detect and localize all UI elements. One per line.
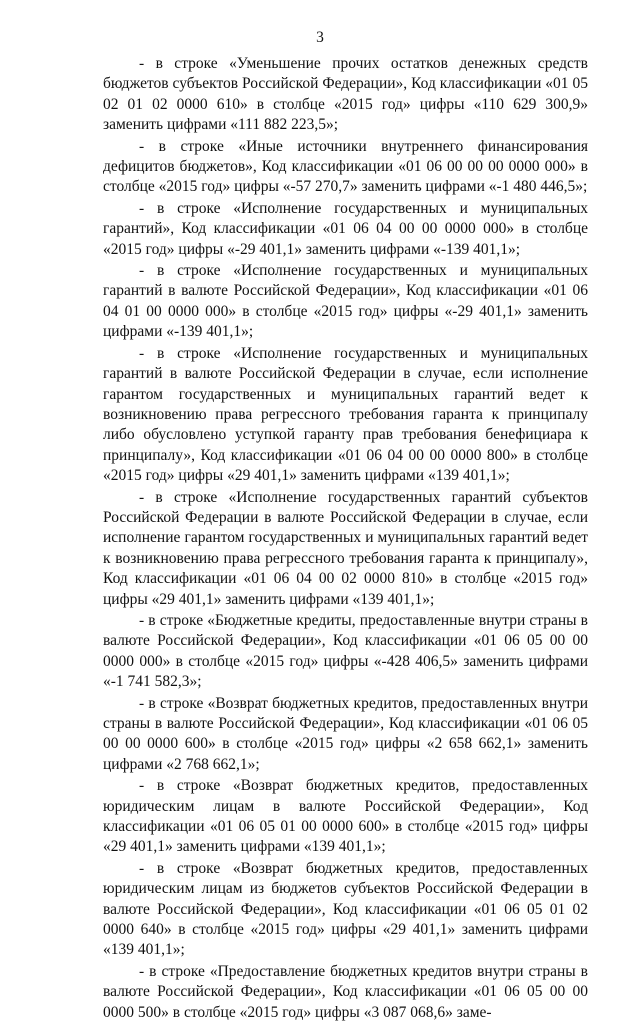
amendment-paragraph: - в строке «Возврат бюджетных кредитов, предоставленных юридическим лицам из бюджетов субъектов Российской Федерации в валюте Российской Федерации», Код классификации «01 06 05 01 02 0000 640» в столбце «2015 год» цифры «29 401,1» заменить цифрами «139 401,1»; bbox=[103, 859, 588, 959]
page-number: 3 bbox=[316, 29, 324, 46]
amendment-paragraph: - в строке «Исполнение государственных гарантий субъектов Российской Федерации в валюте Российской Федерации в случае, если исполнение гарантом государственных и муниципальных гарантий ведет к возникновению права регрессного требования гаранта к принципалу», Код классификации «01 06 04 00 02 0000 810» в столбце «2015 год» цифры «29 401,1» заменить цифрами «139 401,1»; bbox=[103, 488, 588, 608]
amendment-paragraph: - в строке «Исполнение государственных и муниципальных гарантий», Код классификации «01 06 04 00 00 0000 000» в столбце «2015 год» цифры «-29 401,1» заменить цифрами «-139 401,1»; bbox=[103, 199, 588, 258]
amendment-paragraph: - в строке «Иные источники внутреннего финансирования дефицитов бюджетов», Код классификации «01 06 00 00 00 0000 000» в столбце «2015 год» цифры «-57 270,7» заменить цифрами «-1 480 446,5»; bbox=[103, 137, 588, 196]
amendment-paragraph: - в строке «Возврат бюджетных кредитов, предоставленных юридическим лицам в валюте Российской Федерации», Код классификации «01 06 05 01 00 0000 600» в столбце «2015 год» цифры «29 401,1» заменить цифрами «139 401,1»; bbox=[103, 777, 588, 856]
amendment-paragraph: - в строке «Предоставление бюджетных кредитов внутри страны в валюте Российской Федерации», Код классификации «01 06 05 00 00 0000 500» в столбце «2015 год» цифры «3 087 068,6» заме- bbox=[103, 962, 588, 1021]
amendment-paragraph: - в строке «Бюджетные кредиты, предоставленные внутри страны в валюте Российской Федерации», Код классификации «01 06 05 00 00 0000 000» в столбце «2015 год» цифры «-428 406,5» заменить цифрами «-1 741 582,3»; bbox=[103, 611, 588, 691]
amendment-paragraph: - в строке «Исполнение государственных и муниципальных гарантий в валюте Российской Федерации», Код классификации «01 06 04 01 00 0000 000» в столбце «2015 год» цифры «-29 401,1» заменить цифрами «-139 401,1»; bbox=[103, 262, 588, 341]
amendment-paragraph: - в строке «Исполнение государственных и муниципальных гарантий в валюте Российской Федерации в случае, если исполнение гарантом государственных и муниципальных гарантий ведет к возникновению права регрессного требования гаранта к принципалу либо обусловлено уступкой гаранту прав требования бенефициара к принципалу», Код классификации «01 06 04 00 00 0000 800» в столбце «2015 год» цифры «29 401,1» заменить цифрами «139 401,1»; bbox=[103, 344, 588, 485]
amendment-paragraph: - в строке «Уменьшение прочих остатков денежных средств бюджетов субъектов Российской Федерации», Код классификации «01 05 02 01 02 0000 610» в столбце «2015 год» цифры «110 629 300,9» заменить цифрами «111 882 223,5»; bbox=[103, 55, 588, 134]
document-body bbox=[103, 54, 588, 1023]
amendment-paragraph: - в строке «Возврат бюджетных кредитов, предоставленных внутри страны в валюте Российской Федерации», Код классификации «01 06 05 00 00 0000 600» в столбце «2015 год» цифры «2 658 662,1» заменить цифрами «2 768 662,1»; bbox=[103, 694, 588, 773]
